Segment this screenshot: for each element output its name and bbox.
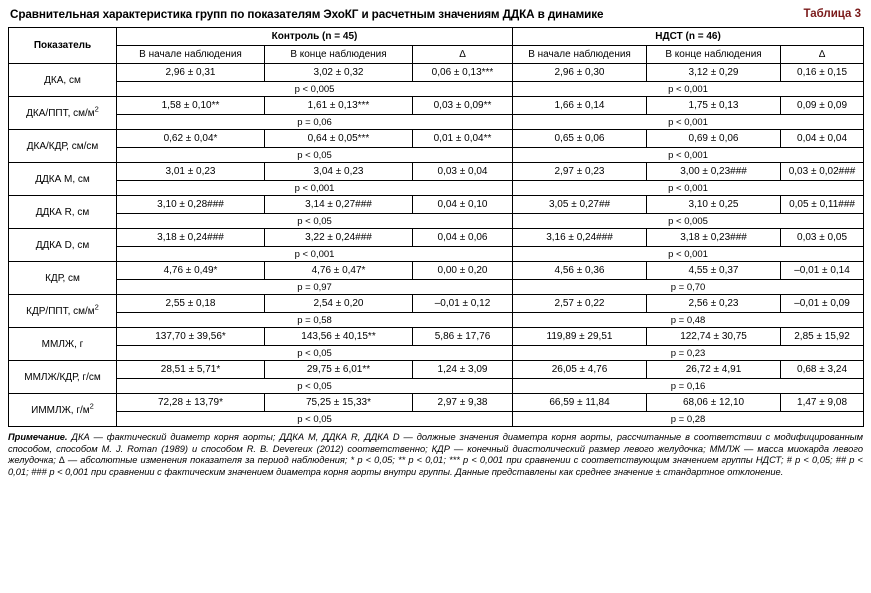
cell-control-begin: 72,28 ± 13,79* [117, 394, 265, 412]
cell-control-end: 75,25 ± 15,33* [265, 394, 413, 412]
cell-ndst-end: 3,12 ± 0,29 [647, 64, 781, 82]
header-indicator: Показатель [9, 28, 117, 64]
cell-ndst-end: 3,18 ± 0,23### [647, 229, 781, 247]
cell-control-pvalue: p < 0,005 [117, 82, 513, 97]
cell-ndst-end: 26,72 ± 4,91 [647, 361, 781, 379]
cell-ndst-delta: –0,01 ± 0,14 [781, 262, 864, 280]
cell-control-end: 2,54 ± 0,20 [265, 295, 413, 313]
cell-control-pvalue: p = 0,58 [117, 313, 513, 328]
table-row-pvalue [9, 280, 864, 295]
cell-ndst-pvalue: p = 0,70 [513, 280, 864, 295]
table-row [9, 97, 864, 115]
cell-control-end: 0,64 ± 0,05*** [265, 130, 413, 148]
cell-control-pvalue: p < 0,05 [117, 412, 513, 427]
table-number: Таблица 3 [803, 8, 861, 20]
cell-control-delta: 0,00 ± 0,20 [413, 262, 513, 280]
table-header-row-2 [9, 46, 864, 64]
header-control-delta: ∆ [413, 46, 513, 64]
cell-ndst-begin: 3,16 ± 0,24### [513, 229, 647, 247]
table-row [9, 361, 864, 379]
row-label: ММЛЖ, г [9, 328, 117, 361]
cell-control-delta: 2,97 ± 9,38 [413, 394, 513, 412]
row-label: КДР/ППТ, $см/м^2$ [9, 295, 117, 328]
cell-control-pvalue: p = 0,97 [117, 280, 513, 295]
cell-ndst-end: 68,06 ± 12,10 [647, 394, 781, 412]
cell-control-pvalue: p = 0,06 [117, 115, 513, 130]
cell-control-begin: 3,10 ± 0,28### [117, 196, 265, 214]
cell-control-delta: 0,04 ± 0,10 [413, 196, 513, 214]
cell-ndst-begin: 66,59 ± 11,84 [513, 394, 647, 412]
cell-control-delta: 0,01 ± 0,04** [413, 130, 513, 148]
cell-ndst-end: 0,69 ± 0,06 [647, 130, 781, 148]
cell-control-end: 3,22 ± 0,24### [265, 229, 413, 247]
cell-control-begin: 137,70 ± 39,56* [117, 328, 265, 346]
cell-ndst-delta: 2,85 ± 15,92 [781, 328, 864, 346]
cell-control-end: 3,04 ± 0,23 [265, 163, 413, 181]
row-label: ММЛЖ/КДР, г/см [9, 361, 117, 394]
table-row [9, 394, 864, 412]
table-row-pvalue [9, 115, 864, 130]
table-row [9, 163, 864, 181]
table-row-pvalue [9, 412, 864, 427]
table-row [9, 295, 864, 313]
cell-control-delta: 0,03 ± 0,04 [413, 163, 513, 181]
table-row-pvalue [9, 346, 864, 361]
table-row [9, 328, 864, 346]
row-label: ДДКА R, см [9, 196, 117, 229]
cell-control-pvalue: p < 0,05 [117, 214, 513, 229]
cell-control-begin: 0,62 ± 0,04* [117, 130, 265, 148]
cell-ndst-delta: 0,16 ± 0,15 [781, 64, 864, 82]
cell-control-begin: 3,01 ± 0,23 [117, 163, 265, 181]
cell-ndst-pvalue: p < 0,001 [513, 148, 864, 163]
cell-ndst-delta: 0,03 ± 0,05 [781, 229, 864, 247]
cell-ndst-pvalue: p < 0,001 [513, 181, 864, 196]
cell-ndst-delta: –0,01 ± 0,09 [781, 295, 864, 313]
cell-control-begin: 1,58 ± 0,10** [117, 97, 265, 115]
cell-ndst-begin: 2,97 ± 0,23 [513, 163, 647, 181]
cell-control-pvalue: p < 0,001 [117, 247, 513, 262]
table-row [9, 196, 864, 214]
cell-ndst-delta: 0,09 ± 0,09 [781, 97, 864, 115]
cell-ndst-end: 3,10 ± 0,25 [647, 196, 781, 214]
row-label: ИММЛЖ, $г/м^2$ [9, 394, 117, 427]
cell-control-delta: 0,04 ± 0,06 [413, 229, 513, 247]
row-label: ДДКА М, см [9, 163, 117, 196]
cell-ndst-delta: 0,03 ± 0,02### [781, 163, 864, 181]
cell-ndst-end: 4,55 ± 0,37 [647, 262, 781, 280]
table-body [9, 64, 864, 427]
cell-control-delta: 1,24 ± 3,09 [413, 361, 513, 379]
table-row [9, 130, 864, 148]
table-row-pvalue [9, 247, 864, 262]
cell-control-end: 3,02 ± 0,32 [265, 64, 413, 82]
cell-control-delta: 0,03 ± 0,09** [413, 97, 513, 115]
cell-ndst-begin: 0,65 ± 0,06 [513, 130, 647, 148]
table-row [9, 64, 864, 82]
cell-ndst-pvalue: p < 0,001 [513, 115, 864, 130]
cell-ndst-begin: 1,66 ± 0,14 [513, 97, 647, 115]
cell-ndst-begin: 26,05 ± 4,76 [513, 361, 647, 379]
cell-control-end: 3,14 ± 0,27### [265, 196, 413, 214]
note-text: ДКА — фактический диаметр корня аорты; ДДКА М, ДДКА R, ДДКА D — должные значения диаметра корня аорты, рассчитанные в соответствии с модифицированным способом, способом M. J. Roman (1989) и способом R. B. Devereux (2012) соответственно; КДР — конечный диастолический размер левого желудочка; ММЛЖ — масса миокарда левого желудочка; ∆ — абсолютные изменения показателя за период наблюдения; * p < 0,05; ** p < 0,01; *** p < 0,001 при сравнении с соответствующим значением группы НДСТ; # p < 0,05; ## p < 0,01; ### p < 0,001 при сравнении с фактическим значением диаметра корня аорты внутри группы. Данные представлены как среднее значение ± стандартное отклонение. [8, 432, 863, 477]
row-label: КДР, см [9, 262, 117, 295]
cell-ndst-begin: 3,05 ± 0,27## [513, 196, 647, 214]
cell-ndst-pvalue: p = 0,23 [513, 346, 864, 361]
cell-ndst-pvalue: p < 0,001 [513, 247, 864, 262]
header-control-begin: В начале наблюдения [117, 46, 265, 64]
table-row-pvalue [9, 181, 864, 196]
cell-control-end: 29,75 ± 6,01** [265, 361, 413, 379]
table-row [9, 262, 864, 280]
table-row-pvalue [9, 313, 864, 328]
cell-ndst-pvalue: p = 0,28 [513, 412, 864, 427]
header-control-end: В конце наблюдения [265, 46, 413, 64]
cell-control-pvalue: p < 0,05 [117, 346, 513, 361]
cell-ndst-pvalue: p < 0,005 [513, 214, 864, 229]
table-note [8, 432, 863, 478]
cell-control-pvalue: p < 0,05 [117, 379, 513, 394]
row-label: ДКА/КДР, см/см [9, 130, 117, 163]
cell-ndst-delta: 0,68 ± 3,24 [781, 361, 864, 379]
table-row-pvalue [9, 379, 864, 394]
cell-ndst-pvalue: p = 0,16 [513, 379, 864, 394]
table-row [9, 229, 864, 247]
cell-control-end: 143,56 ± 40,15** [265, 328, 413, 346]
cell-control-begin: 2,96 ± 0,31 [117, 64, 265, 82]
header-group-control: Контроль (n = 45) [117, 28, 513, 46]
cell-ndst-pvalue: p = 0,48 [513, 313, 864, 328]
cell-ndst-begin: 2,96 ± 0,30 [513, 64, 647, 82]
header-ndst-begin: В начале наблюдения [513, 46, 647, 64]
cell-ndst-end: 1,75 ± 0,13 [647, 97, 781, 115]
cell-ndst-end: 3,00 ± 0,23### [647, 163, 781, 181]
header-ndst-end: В конце наблюдения [647, 46, 781, 64]
table-row-pvalue [9, 214, 864, 229]
cell-control-end: 4,76 ± 0,47* [265, 262, 413, 280]
note-prefix: Примечание. [8, 432, 68, 442]
cell-control-begin: 4,76 ± 0,49* [117, 262, 265, 280]
cell-control-pvalue: p < 0,001 [117, 181, 513, 196]
cell-ndst-delta: 0,05 ± 0,11### [781, 196, 864, 214]
cell-ndst-delta: 0,04 ± 0,04 [781, 130, 864, 148]
row-label: ДКА, см [9, 64, 117, 97]
cell-control-begin: 28,51 ± 5,71* [117, 361, 265, 379]
cell-ndst-begin: 119,89 ± 29,51 [513, 328, 647, 346]
row-label: ДДКА D, см [9, 229, 117, 262]
cell-ndst-end: 2,56 ± 0,23 [647, 295, 781, 313]
data-table [8, 27, 864, 427]
table-title: Сравнительная характеристика групп по показателям ЭхоКГ и расчетным значениям ДДКА в динамике [10, 8, 604, 21]
table-header-row-1 [9, 28, 864, 46]
header-ndst-delta: ∆ [781, 46, 864, 64]
row-label: ДКА/ППТ, $см/м^2$ [9, 97, 117, 130]
cell-control-begin: 2,55 ± 0,18 [117, 295, 265, 313]
cell-ndst-end: 122,74 ± 30,75 [647, 328, 781, 346]
header-group-ndst: НДСТ (n = 46) [513, 28, 864, 46]
table-row-pvalue [9, 82, 864, 97]
cell-ndst-begin: 4,56 ± 0,36 [513, 262, 647, 280]
cell-control-end: 1,61 ± 0,13*** [265, 97, 413, 115]
cell-control-delta: –0,01 ± 0,12 [413, 295, 513, 313]
cell-control-begin: 3,18 ± 0,24### [117, 229, 265, 247]
cell-ndst-delta: 1,47 ± 9,08 [781, 394, 864, 412]
cell-control-delta: 5,86 ± 17,76 [413, 328, 513, 346]
cell-ndst-begin: 2,57 ± 0,22 [513, 295, 647, 313]
cell-control-pvalue: p < 0,05 [117, 148, 513, 163]
table-row-pvalue [9, 148, 864, 163]
cell-control-delta: 0,06 ± 0,13*** [413, 64, 513, 82]
cell-ndst-pvalue: p < 0,001 [513, 82, 864, 97]
